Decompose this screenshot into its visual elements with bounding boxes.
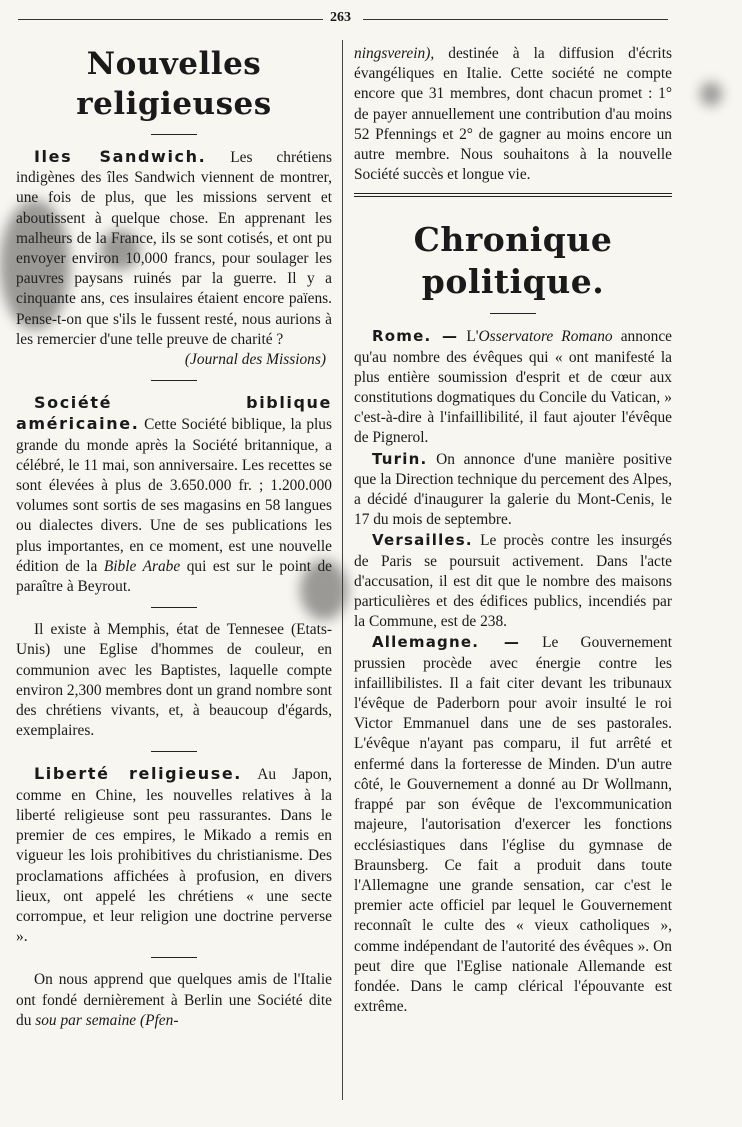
article-lead: Turin. [372, 449, 428, 468]
article-body: On nous apprend que quelques amis de l'Italie ont fondé dernièrement à Berlin une Société dite du [16, 971, 332, 1029]
page-number: 263 [330, 10, 351, 25]
article-body: Les chrétiens indigènes des îles Sandwich viennent de montrer, une fois de plus, que les missions servent et aboutissent à quelque chose. En apprenant les malheurs de la France, ils se sont cotisés, et ont pu envoyer environ 10,000 francs, pour soulager les pauvres paysans ruinés par la guerre. Il y a cinquante ans, ces insulaires étaient encore païens. Pense-t-on que s'ils le fussent resté, nous aurions à les remercier d'une telle preuve de charité ? [16, 149, 332, 348]
article-lead: Allemagne. — [372, 633, 521, 652]
article-body: Cette Société biblique, la plus grande du monde après la Société britannique, a célébré, le 11 mai, son anniversaire. Les recettes se sont élevées à plus de 3.650.000 fr. ; 1.200.000 volumes sont sortis de ses magasins en 58 langues ou dialectes divers. Une de ses publications les plus importantes, en ce moment, est une nouvelle édition de la [16, 416, 332, 575]
right-column [354, 44, 672, 1017]
article-body: qui est sur le point de paraître à Beyrout. [16, 557, 332, 596]
article-lead: Rome. — [372, 327, 459, 346]
article-liberte-religieuse [16, 764, 332, 947]
article-berlin-continued [354, 44, 672, 185]
article-lead: Versailles. [372, 531, 473, 550]
section-heading-chronique: Chronique politique. [413, 220, 613, 302]
ink-stain [100, 230, 140, 270]
article-body: annonce qu'au nombre des évêques qui « ont manifesté la plus entière soumission d'esprit et de cœur aux constitutions dogmatiques du Concile du Vatican, » c'est-à-dire à l'infaillibilité, il faut ajouter l'évêque de Pignerol. [354, 328, 672, 447]
ink-stain [0, 200, 70, 330]
article-emphasis: ningsverein), [354, 45, 435, 62]
separator-rule [151, 134, 197, 135]
article-body: Il existe à Memphis, état de Tennesee (Etats-Unis) une Eglise d'hommes de couleur, en communion avec les Baptistes, laquelle compte environ 2,300 membres dont un grand nombre sont des chrétiens vivants, et, à beaucoup d'égards, exemplaires. [16, 621, 332, 740]
article-lead: Iles Sandwich. [34, 147, 207, 166]
separator-rule [151, 957, 197, 958]
separator-rule [490, 313, 536, 314]
article-allemagne [354, 632, 672, 1017]
article-turin [354, 449, 672, 531]
article-body: L' [466, 328, 479, 346]
article-signature: (Journal des Missions) [184, 351, 326, 369]
separator-rule [151, 607, 197, 608]
article-rome [354, 326, 672, 448]
ink-stain [700, 82, 722, 106]
article-body: On annonce d'une manière positive que la Direction technique du percement des Alpes, a décidé d'inaugurer la galerie du Mont-Cenis, le 17 du mois de septembre. [354, 450, 672, 529]
header-rule-left [18, 19, 323, 20]
header-rule-right [363, 19, 668, 20]
ink-stain [300, 560, 348, 620]
article-memphis [16, 620, 332, 741]
separator-rule [151, 380, 197, 381]
article-societe-biblique [16, 393, 332, 597]
article-lead: Liberté religieuse. [34, 764, 242, 784]
page-header [8, 12, 668, 26]
left-column [16, 40, 332, 1031]
article-body: destinée à la diffusion d'écrits évangéliques en Italie. Cette société ne compte encore que 31 membres, dont chacun promet : 1° de payer annuellement une contribution d'au moins 52 Pfennings et 2° de gagner au moins encore un autre membre. Nous souhaitons à la nouvelle Société succès et longue vie. [354, 45, 672, 184]
section-double-rule [354, 193, 672, 197]
article-body: Le Gouvernement prussien procède avec énergie contre les infaillibilistes. Il a fait citer devant les tribunaux l'évêque de Paderborn pour avoir insulté le roi Victor Emmanuel dans une de ses pastorales. L'évêque n'ayant pas comparu, il fut arrêté et enfermé dans la forteresse de Minden. D'un autre côté, le Gouvernement a donné au Dr Wollmann, frappé par son évêque de l'excommunication majeure, l'autorisation d'exercer les fonctions ecclésiastiques dans l'église du gymnase de Braunsberg. Ce fait a produit dans toute l'Allemagne une grande sensation, car c'est le premier acte officiel par lequel le Gouvernement reconnaît le culte des « vieux catholiques », comme indépendant de l'autorité des évêques ». On peut dire que l'Eglise nationale Allemande est fondée. Dans le camp clérical l'épouvante est extrême. [354, 634, 672, 1016]
separator-rule [151, 751, 197, 752]
section-heading-nouvelles: Nouvelles religieuses [76, 46, 272, 122]
article-emphasis: sou par semaine (Pfen- [35, 1011, 179, 1029]
article-versailles [354, 530, 672, 632]
article-lead: Société biblique américaine. [16, 393, 332, 434]
article-berlin [16, 970, 332, 1031]
article-emphasis: Bible Arabe [103, 557, 181, 575]
article-body: Le procès contre les insurgés de Paris se poursuit activement. Dans l'acte d'accusation, il est dit que le nombre des maisons particulières et des édifices publics, incendiés par la Commune, est de 238. [354, 532, 672, 631]
article-body: Au Japon, comme en Chine, les nouvelles relatives à la liberté religieuse sont peu rassurantes. Dans le premier de ces empires, le Mikado a remis en vigueur les lois prohibitives du christianisme. Des proclamations affichées à profusion, en divers lieux, ont appelé les chrétiens « une secte corrompue, et leur religion une doctrine perverse ». [16, 766, 332, 946]
article-emphasis: Osservatore Romano [478, 328, 613, 346]
